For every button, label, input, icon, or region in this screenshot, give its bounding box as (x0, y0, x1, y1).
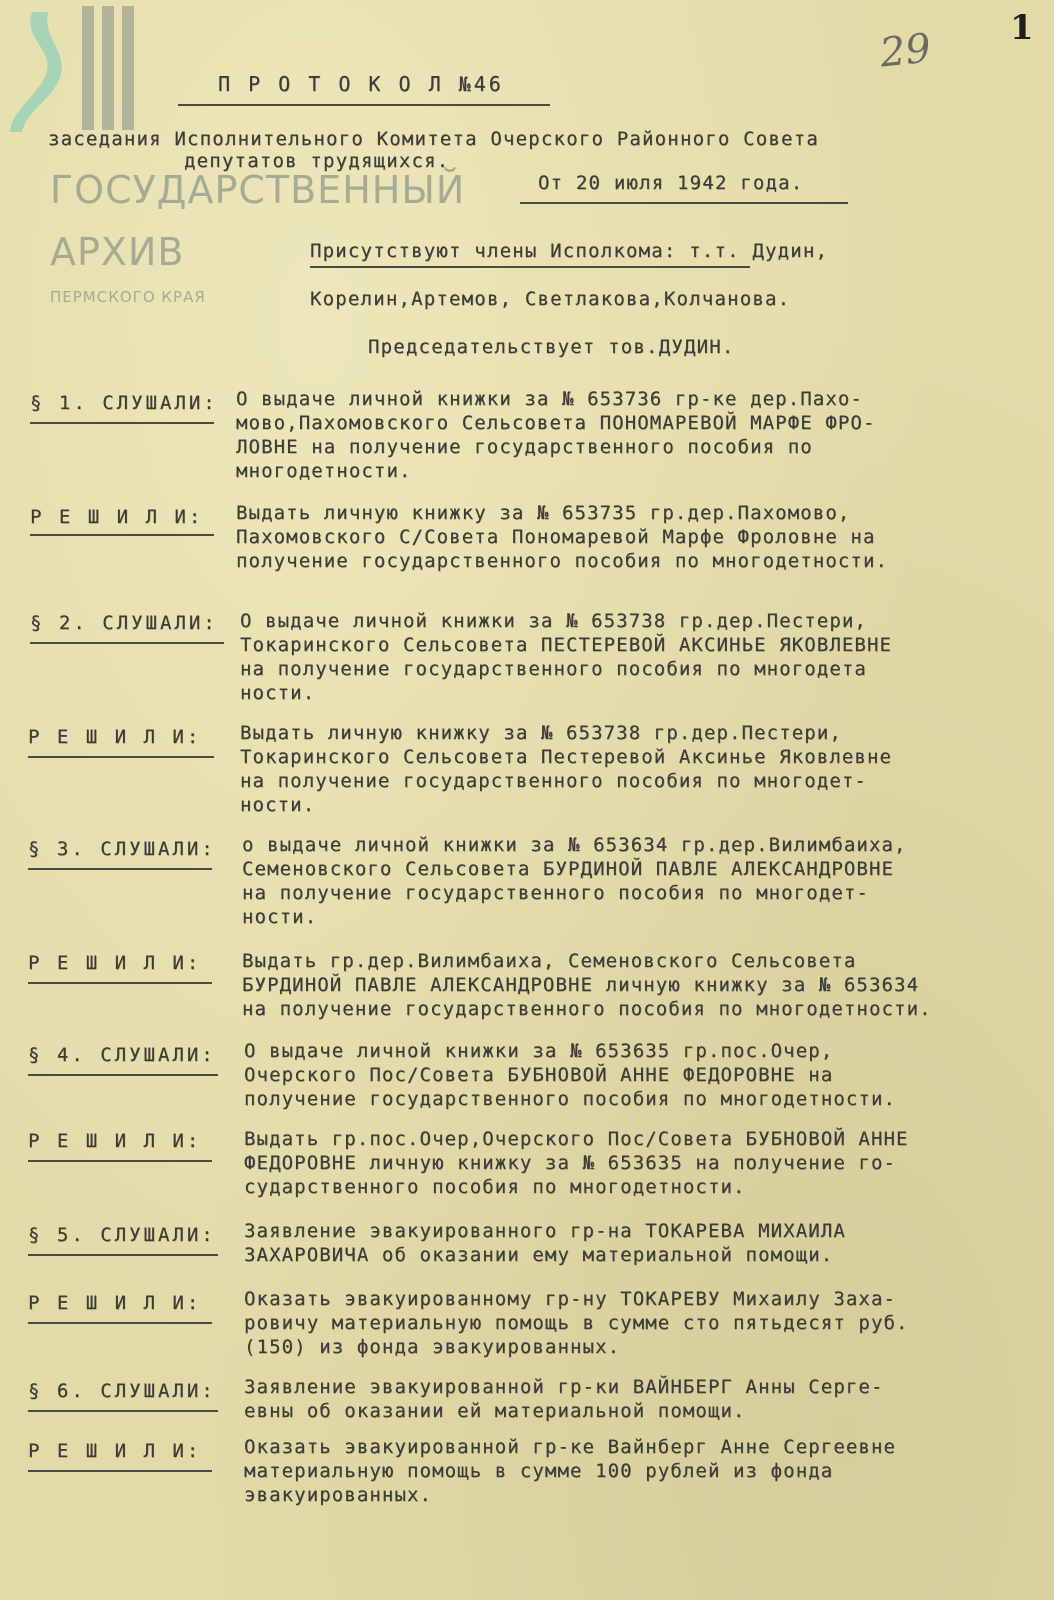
item-line: Семеновского Сельсовета БУРДИНОЙ ПАВЛЕ АЛЕКСАНДРОВНЕ (242, 858, 895, 880)
item-line: Токаринского Сельсовета Пестеревой Аксинье Яковлевне (240, 746, 893, 768)
watermark-line-1: ГОСУДАРСТВЕННЫЙ (50, 168, 466, 212)
watermark-line-3: ПЕРМСКОГО КРАЯ (50, 288, 206, 306)
header-line-2: депутатов трудящихся. (184, 150, 450, 172)
item-line: евны об оказании ей материальной помощи. (244, 1400, 746, 1422)
item-label: § 4. СЛУШАЛИ: (28, 1044, 216, 1066)
label-underline (28, 1410, 218, 1412)
label-underline (28, 868, 212, 870)
present-line-1: Присутствуют члены Исполкома: т.т. Дудин, (310, 240, 829, 262)
item-label: Р Е Ш И Л И: (28, 726, 202, 748)
chair-line: Председательствует тов.ДУДИН. (368, 336, 735, 358)
item-label: § 2. СЛУШАЛИ: (30, 612, 218, 634)
item-line: Заявление эвакуированной гр-ки ВАЙНБЕРГ Анны Серге- (244, 1376, 884, 1398)
item-line: Выдать личную книжку за № 653735 гр.дер.Пахомово, (236, 502, 851, 524)
label-underline (28, 1160, 212, 1162)
item-label: § 5. СЛУШАЛИ: (28, 1224, 216, 1246)
item-label: § 3. СЛУШАЛИ: (28, 838, 216, 860)
item-line: о выдаче личной книжки за № 653634 гр.дер.Вилимбаиха, (242, 834, 907, 856)
item-line: на получение государственного пособия по многодет- (242, 882, 869, 904)
item-line: Оказать эвакуированной гр-ке Вайнберг Анне Сергеевне (244, 1436, 897, 1458)
item-line: О выдаче личной книжки за № 653738 гр.дер.Пестери, (240, 610, 867, 632)
item-line: получение государственного пособия по многодетности. (244, 1088, 897, 1110)
folio-number: 29 (877, 25, 934, 77)
item-line: на получение государственного пособия по многодет- (240, 770, 867, 792)
item-line: Заявление эвакуированного гр-на ТОКАРЕВА МИХАИЛА (244, 1220, 846, 1242)
item-line: сударственного пособия по многодетности. (244, 1176, 746, 1198)
label-underline (28, 1470, 212, 1472)
item-label: Р Е Ш И Л И: (30, 506, 204, 528)
item-line: на получение государственного пособия по многодета (240, 658, 867, 680)
item-label: Р Е Ш И Л И: (28, 1292, 202, 1314)
title-underline (178, 104, 550, 106)
item-line: Выдать гр.дер.Вилимбаиха, Семеновского Сельсовета (242, 950, 857, 972)
item-line: ФЕДОРОВНЕ личную книжку за № 653635 на получение го- (244, 1152, 897, 1174)
item-line: Токаринского Сельсовета ПЕСТЕРЕВОЙ АКСИНЬЕ ЯКОВЛЕВНЕ (240, 634, 893, 656)
date-underline (520, 202, 848, 204)
item-line: эвакуированных. (244, 1484, 433, 1506)
item-line: ЗАХАРОВИЧА об оказании ему материальной помощи. (244, 1244, 834, 1266)
item-label: § 6. СЛУШАЛИ: (28, 1380, 216, 1402)
item-line: Очерского Пос/Совета БУБНОВОЙ АННЕ ФЕДОРОВНЕ на (244, 1064, 834, 1086)
present-line-2: Корелин,Артемов, Светлакова,Колчанова. (310, 288, 791, 310)
watermark-line-2: АРХИВ (50, 230, 185, 274)
archive-logo-icon (2, 2, 142, 142)
item-line: О выдаче личной книжки за № 653736 гр-ке дер.Пахо- (236, 388, 863, 410)
item-line: ности. (240, 794, 316, 816)
header-line-1: заседания Исполнительного Комитета Очерского Районного Совета (48, 128, 819, 150)
label-underline (28, 1254, 218, 1256)
item-line: (150) из фонда эвакуированных. (244, 1336, 621, 1358)
item-line: материальную помощь в сумме 100 рублей из фонда (244, 1460, 834, 1482)
meeting-date: От 20 июля 1942 года. (538, 172, 804, 194)
present-underline (310, 266, 750, 268)
page-number: 1 (1010, 8, 1034, 48)
protocol-title: П Р О Т О К О Л №46 (218, 72, 504, 96)
item-line: БУРДИНОЙ ПАВЛЕ АЛЕКСАНДРОВНЕ личную книжку за № 653634 (242, 974, 920, 996)
item-line: Оказать эвакуированному гр-ну ТОКАРЕВУ Михаилу Заха- (244, 1288, 897, 1310)
item-line: на получение государственного пособия по многодетности. (242, 998, 932, 1020)
label-underline (30, 422, 214, 424)
label-underline (28, 756, 214, 758)
item-line: ровичу материальную помощь в сумме сто пятьдесят руб. (244, 1312, 909, 1334)
item-line: ЛОВНЕ на получение государственного пособия по (236, 436, 813, 458)
label-underline (28, 1322, 212, 1324)
item-label: Р Е Ш И Л И: (28, 952, 202, 974)
item-line: Пахомовского С/Совета Пономаревой Марфе Фроловне на (236, 526, 876, 548)
item-line: мово,Пахомовского Сельсовета ПОНОМАРЕВОЙ МАРФЕ ФРО- (236, 412, 876, 434)
item-label: Р Е Ш И Л И: (28, 1130, 202, 1152)
item-line: ности. (240, 682, 316, 704)
label-underline (30, 642, 224, 644)
item-line: многодетности. (236, 460, 412, 482)
item-label: Р Е Ш И Л И: (28, 1440, 202, 1462)
label-underline (30, 534, 214, 536)
label-underline (28, 1074, 218, 1076)
item-line: Выдать личную книжку за № 653738 гр.дер.Пестери, (240, 722, 842, 744)
item-line: ности. (242, 906, 318, 928)
item-line: получение государственного пособия по многодетности. (236, 550, 889, 572)
label-underline (28, 982, 212, 984)
item-line: О выдаче личной книжки за № 653635 гр.пос.Очер, (244, 1040, 834, 1062)
item-label: § 1. СЛУШАЛИ: (30, 392, 218, 414)
item-line: Выдать гр.пос.Очер,Очерского Пос/Совета БУБНОВОЙ АННЕ (244, 1128, 909, 1150)
